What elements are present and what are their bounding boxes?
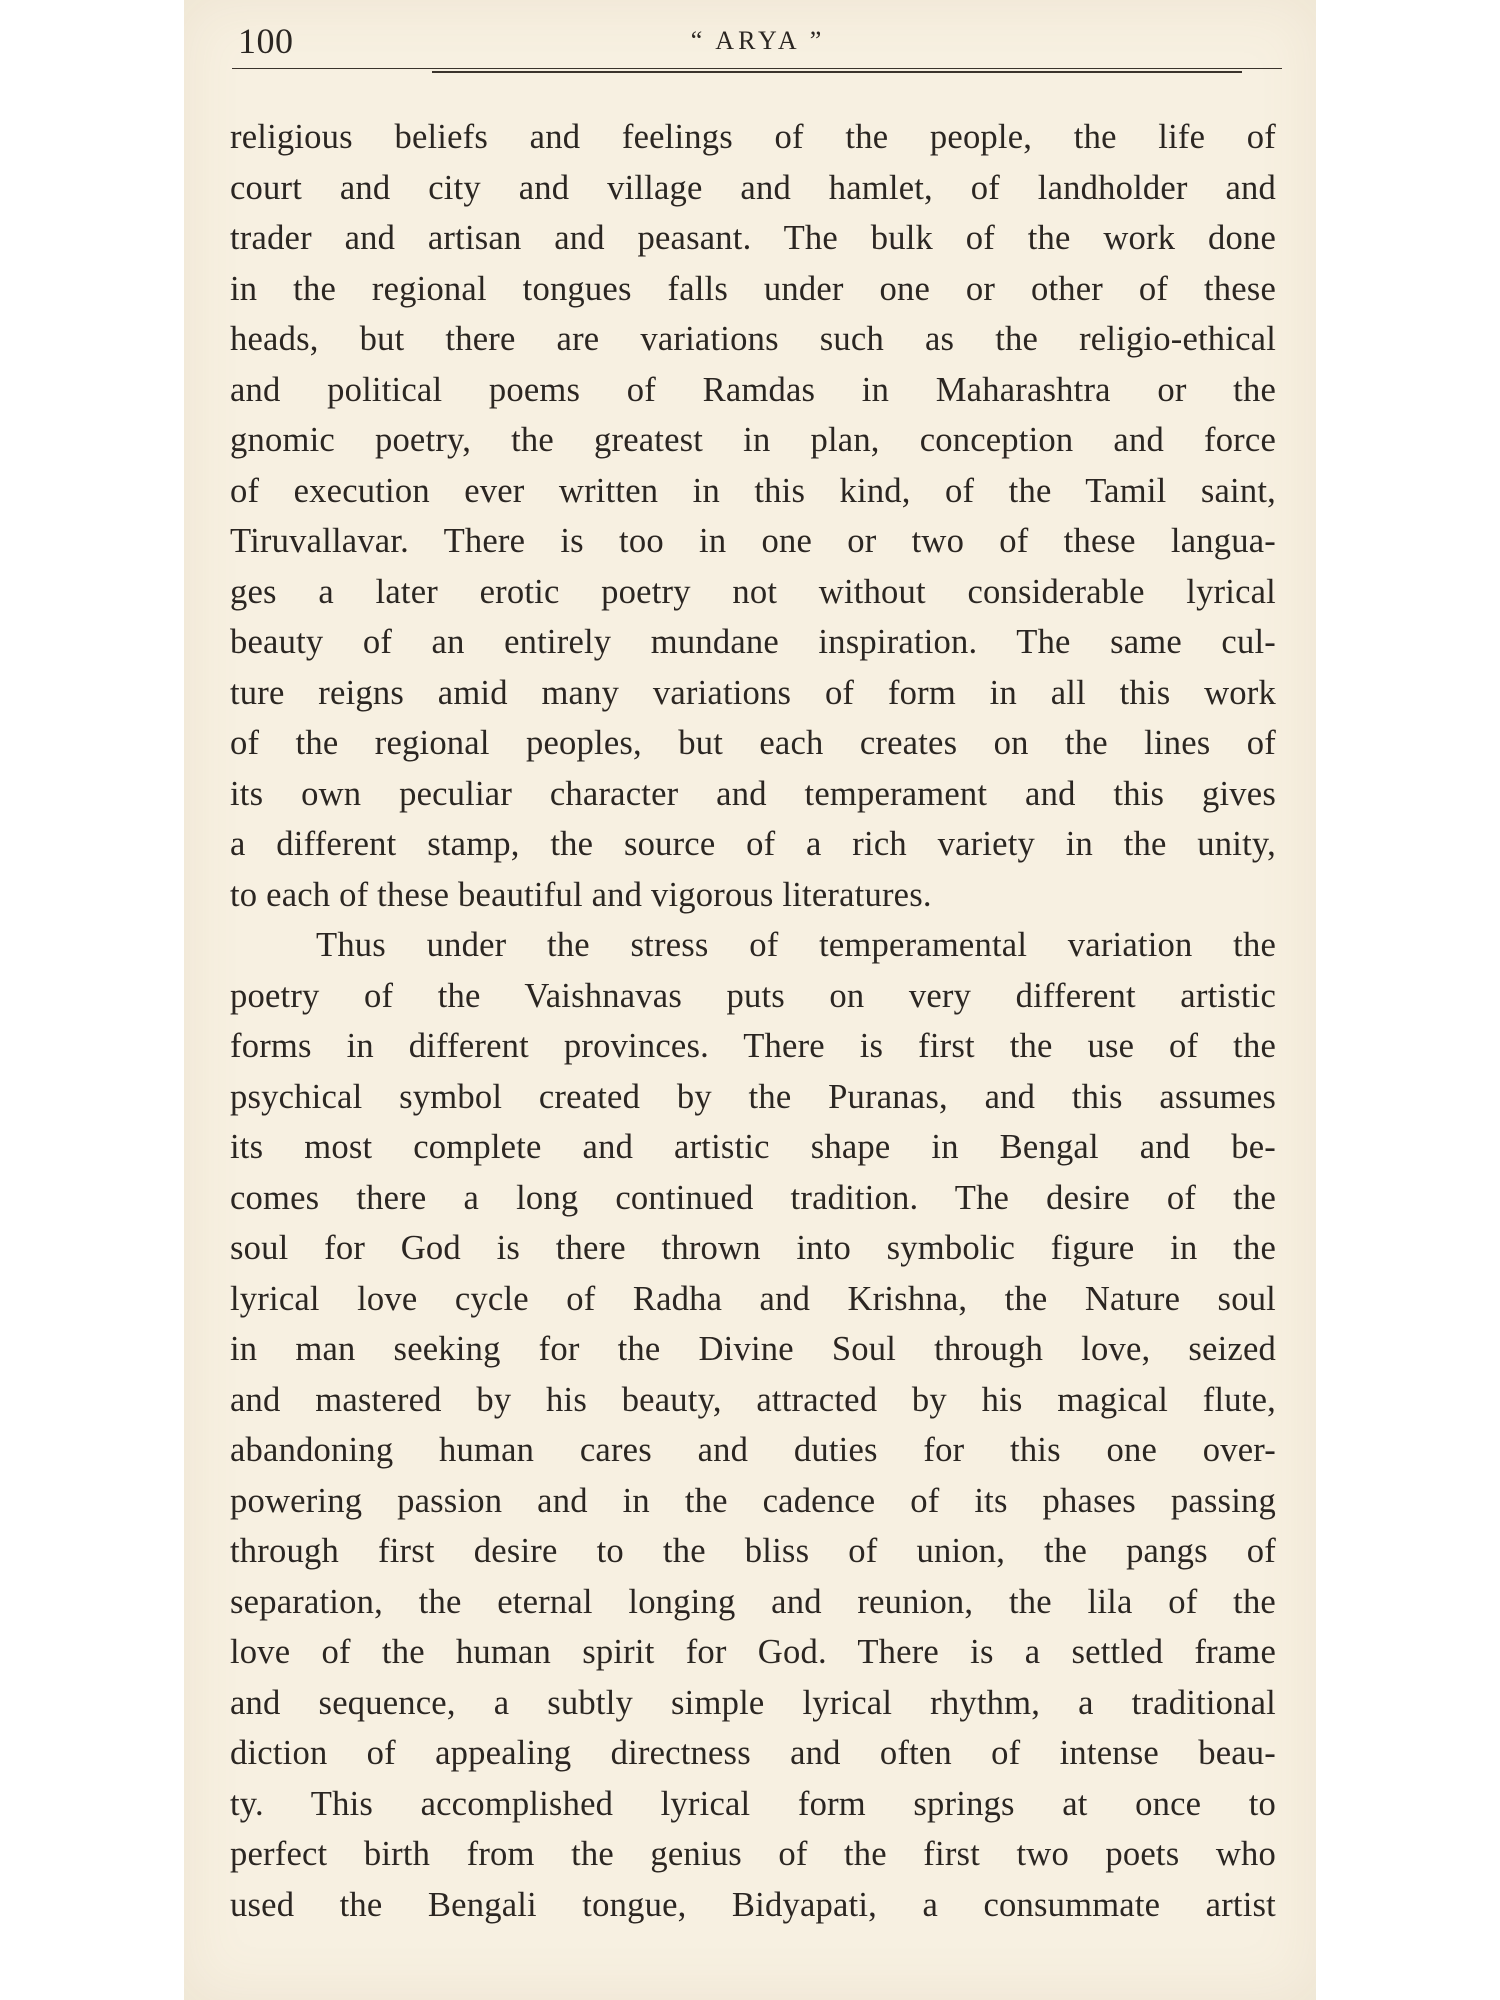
text-line: poetry of the Vaishnavas puts on very different artistic	[230, 976, 1276, 1015]
text-line: psychical symbol created by the Puranas, and this assumes	[230, 1077, 1276, 1116]
text-line: soul for God is there thrown into symbolic figure in the	[230, 1229, 1276, 1267]
header-rule	[232, 68, 1282, 74]
header-rule-thick	[432, 71, 1242, 73]
text-line: its most complete and artistic shape in Bengal and be-	[230, 1128, 1276, 1166]
text-line: a different stamp, the source of a rich variety in the unity,	[230, 825, 1276, 863]
text-line: through first desire to the bliss of union, the pangs of	[230, 1532, 1276, 1570]
text-line: Tiruvallavar. There is too in one or two of these langua-	[230, 522, 1276, 560]
text-line: religious beliefs and feelings of the people, the life of	[230, 118, 1276, 156]
text-line: gnomic poetry, the greatest in plan, conception and force	[230, 421, 1276, 459]
text-line: court and city and village and hamlet, of landholder and	[230, 168, 1276, 207]
text-line: ty. This accomplished lyrical form springs at once to	[230, 1784, 1276, 1823]
text-line: used the Bengali tongue, Bidyapati, a consummate artist	[230, 1885, 1276, 1924]
text-line: lyrical love cycle of Radha and Krishna, the Nature soul	[230, 1279, 1276, 1318]
text-line: and political poems of Ramdas in Maharashtra or the	[230, 370, 1276, 409]
text-line: forms in different provinces. There is first the use of the	[230, 1027, 1276, 1065]
text-line: of execution ever written in this kind, of the Tamil saint,	[230, 471, 1276, 510]
page-header	[238, 18, 1278, 68]
text-line: trader and artisan and peasant. The bulk of the work done	[230, 219, 1276, 257]
page-number: 100	[238, 21, 294, 61]
text-line: love of the human spirit for God. There is a settled frame	[230, 1633, 1276, 1671]
text-line: ges a later erotic poetry not without considerable lyrical	[230, 572, 1276, 611]
paragraph-last-line: to each of these beautiful and vigorous literatures.	[230, 875, 932, 914]
text-line: and mastered by his beauty, attracted by his magical flute,	[230, 1380, 1276, 1419]
header-rule-thin	[232, 68, 1282, 69]
text-line: its own peculiar character and temperament and this gives	[230, 774, 1276, 813]
book-page	[184, 0, 1316, 2000]
paragraph-first-line: Thus under the stress of temperamental variation the	[316, 926, 1276, 964]
running-title: “ ARYA ”	[690, 26, 826, 55]
text-line: comes there a long continued tradition. The desire of the	[230, 1178, 1276, 1217]
text-line: ture reigns amid many variations of form in all this work	[230, 673, 1276, 712]
text-line: beauty of an entirely mundane inspiration. The same cul-	[230, 623, 1276, 661]
text-line: diction of appealing directness and often of intense beau-	[230, 1734, 1276, 1772]
text-line: in man seeking for the Divine Soul through love, seized	[230, 1330, 1276, 1368]
text-line: of the regional peoples, but each creates on the lines of	[230, 724, 1276, 762]
text-line: abandoning human cares and duties for this one over-	[230, 1431, 1276, 1469]
text-line: powering passion and in the cadence of its phases passing	[230, 1481, 1276, 1520]
text-line: perfect birth from the genius of the first two poets who	[230, 1835, 1276, 1873]
text-line: heads, but there are variations such as the religio-ethical	[230, 320, 1276, 358]
text-line: and sequence, a subtly simple lyrical rhythm, a traditional	[230, 1683, 1276, 1722]
text-line: separation, the eternal longing and reunion, the lila of the	[230, 1582, 1276, 1621]
text-line: in the regional tongues falls under one or other of these	[230, 269, 1276, 308]
body-text	[230, 112, 1276, 1930]
